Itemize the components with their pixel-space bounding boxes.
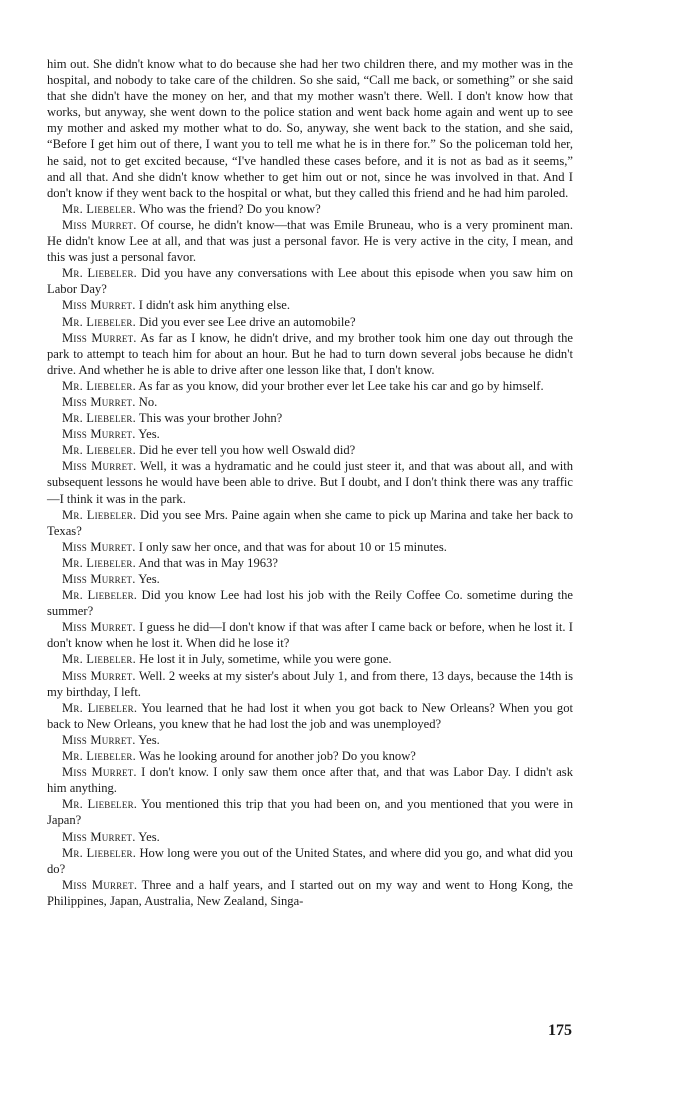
- transcript-paragraph: [47, 555, 573, 571]
- speaker-name: Mr. Liebeler.: [62, 749, 136, 764]
- transcript-paragraph: [47, 764, 573, 796]
- speaker-name: Miss Murret.: [62, 829, 136, 844]
- paragraph-text: Was he looking around for another job? Do you know?: [138, 749, 416, 764]
- speaker-name: Mr. Liebeler.: [62, 507, 137, 522]
- paragraph-text: Well, it was a hydramatic and he could just steer it, and that was about all, and with subsequent lessons he would have been able to drive. But I doubt, and I don't think there was any traffic—I think it was in the park.: [47, 459, 573, 506]
- transcript-paragraph: [47, 56, 573, 201]
- speaker-name: Miss Murret.: [62, 427, 136, 442]
- paragraph-text: As far as you know, did your brother ever let Lee take his car and go by himself.: [138, 378, 544, 393]
- transcript-paragraph: [47, 748, 573, 764]
- speaker-name: Miss Murret.: [62, 620, 136, 635]
- paragraph-text: You mentioned this trip that you had been on, and you mentioned that you were in Japan?: [47, 797, 574, 828]
- transcript-paragraph: [47, 426, 573, 442]
- speaker-name: Miss Murret.: [62, 732, 136, 747]
- transcript-paragraph: [47, 732, 573, 748]
- transcript-paragraph: [47, 700, 573, 732]
- transcript-paragraph: [47, 571, 573, 587]
- transcript-paragraph: [47, 394, 573, 410]
- speaker-name: Miss Murret.: [62, 330, 137, 345]
- paragraph-text: Three and a half years, and I started out on my way and went to Hong Kong, the Philippines, Japan, Australia, New Zealand, Singa-: [47, 877, 573, 908]
- transcript-paragraph: [47, 668, 573, 700]
- paragraph-text: Who was the friend? Do you know?: [138, 201, 321, 216]
- paragraph-text: You learned that he had lost it when you got back to New Orleans? When you got back to New Orleans, you knew that he had lost the job and was unemployed?: [47, 700, 573, 731]
- transcript-paragraph: [47, 265, 573, 297]
- paragraph-text: Well. 2 weeks at my sister's about July 1, and from there, 13 days, because the 14th is my birthday, I left.: [47, 668, 573, 699]
- speaker-name: Mr. Liebeler.: [62, 700, 138, 715]
- paragraph-text: Did you ever see Lee drive an automobile?: [139, 314, 356, 329]
- paragraph-text: I guess he did—I don't know if that was after I came back or before, when he lost it. I don't know when he lost it. When did he lose it?: [47, 620, 574, 651]
- transcript-paragraph: [47, 877, 573, 909]
- transcript-paragraph: [47, 796, 573, 828]
- transcript-paragraph: [47, 378, 573, 394]
- speaker-name: Mr. Liebeler.: [62, 266, 137, 281]
- paragraph-text: And that was in May 1963?: [138, 555, 278, 570]
- speaker-name: Miss Murret.: [62, 765, 137, 780]
- paragraph-text: This was your brother John?: [138, 411, 283, 426]
- speaker-name: Mr. Liebeler.: [62, 652, 136, 667]
- paragraph-text: Yes.: [138, 829, 160, 844]
- paragraph-text: No.: [138, 394, 158, 409]
- transcript-paragraph: [47, 297, 573, 313]
- paragraph-text: Yes.: [138, 427, 160, 442]
- speaker-name: Mr. Liebeler.: [62, 845, 137, 860]
- transcript-paragraph: [47, 539, 573, 555]
- transcript-paragraph: [47, 619, 573, 651]
- paragraph-text: I don't know. I only saw them once after that, and that was Labor Day. I didn't ask him anything.: [47, 765, 574, 796]
- speaker-name: Miss Murret.: [62, 298, 136, 313]
- transcript-paragraph: [47, 651, 573, 667]
- paragraph-text: I only saw her once, and that was for about 10 or 15 minutes.: [138, 539, 447, 554]
- paragraph-text: How long were you out of the United States, and where did you go, and what did you do?: [47, 845, 573, 876]
- paragraph-text: Did he ever tell you how well Oswald did?: [139, 443, 356, 458]
- speaker-name: Mr. Liebeler.: [62, 588, 138, 603]
- speaker-name: Miss Murret.: [62, 877, 138, 892]
- paragraph-text: He lost it in July, sometime, while you were gone.: [139, 652, 392, 667]
- speaker-name: Miss Murret.: [62, 217, 137, 232]
- speaker-name: Miss Murret.: [62, 394, 136, 409]
- paragraph-text: I didn't ask him anything else.: [138, 298, 291, 313]
- speaker-name: Mr. Liebeler.: [62, 555, 136, 570]
- speaker-name: Miss Murret.: [62, 539, 136, 554]
- speaker-name: Mr. Liebeler.: [62, 314, 136, 329]
- paragraph-text: him out. She didn't know what to do because she had her two children there, and my mother was in the hospital, and nobody to take care of the children. So she said, “Call me back, or something” or she said that she didn't have the money on her, and that my mother wasn't there. Well. I don't know how that works, but anyway, she went down to the police station and went back home again and went up to see my mother and asked my mother what to do. So, anyway, she went back to the station, and she said, “Before I get him out of there, I want you to tell me what he is in there for.” So the policeman told her, he said, not to get excited because, “I've handled these cases before, and it is not as bad as it seems,” and all that. And she didn't know whether to get him out or not, since he was involved in that. And I don't know if they went back to the hospital or what, but they called this friend and he had him paroled.: [47, 57, 573, 200]
- transcript-paragraph: [47, 330, 573, 378]
- paragraph-text: Yes.: [138, 732, 160, 747]
- speaker-name: Miss Murret.: [62, 572, 136, 586]
- speaker-name: Mr. Liebeler.: [62, 443, 136, 458]
- transcript-page: [47, 56, 573, 909]
- speaker-name: Mr. Liebeler.: [62, 797, 138, 812]
- paragraph-text: Of course, he didn't know—that was Emile Bruneau, who is a very prominent man. He didn't know Lee at all, and that was just a personal favor. He is very active in the city, I mean, and this was just a personal favor.: [47, 217, 573, 265]
- transcript-paragraph: [47, 587, 573, 619]
- transcript-paragraph: [47, 201, 573, 217]
- transcript-paragraph: [47, 845, 573, 877]
- speaker-name: Miss Murret.: [62, 459, 137, 474]
- transcript-paragraph: [47, 458, 573, 506]
- paragraph-text: Did you see Mrs. Paine again when she came to pick up Marina and take her back to Texas?: [47, 507, 573, 538]
- transcript-paragraph: [47, 829, 573, 845]
- transcript-paragraph: [47, 314, 573, 330]
- paragraph-text: Did you have any conversations with Lee about this episode when you saw him on Labor Day?: [47, 266, 573, 297]
- paragraph-text: As far as I know, he didn't drive, and my brother took him one day out through the park to attempt to teach him for about an hour. But he had to turn down several jobs because he didn't drive. And whether he is able to drive after one lesson like that, I don't know.: [47, 330, 573, 377]
- speaker-name: Mr. Liebeler.: [62, 201, 136, 216]
- transcript-paragraph: [47, 217, 573, 265]
- transcript-paragraph: [47, 442, 573, 458]
- speaker-name: Miss Murret.: [62, 668, 136, 683]
- paragraph-text: Did you know Lee had lost his job with the Reily Coffee Co. sometime during the summer?: [47, 588, 573, 619]
- paragraph-text: Yes.: [138, 572, 160, 586]
- transcript-paragraph: [47, 410, 573, 426]
- speaker-name: Mr. Liebeler.: [62, 411, 136, 426]
- speaker-name: Mr. Liebeler.: [62, 378, 136, 393]
- page-number: 175: [548, 1022, 572, 1039]
- transcript-paragraph: [47, 507, 573, 539]
